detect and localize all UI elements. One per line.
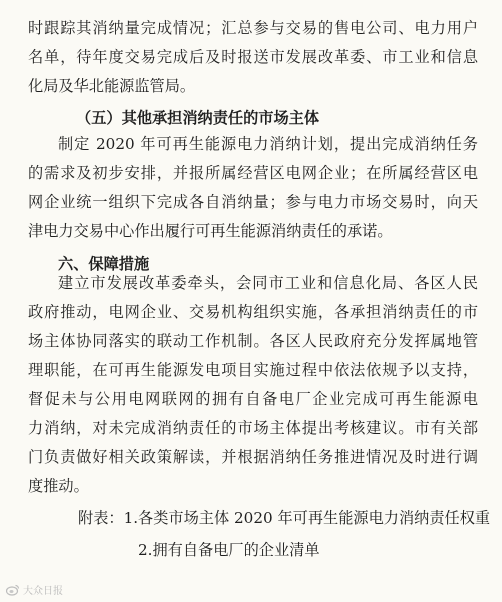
paragraph-line: 网企业统一组织下完成各自消纳量；参与电力市场交易时，向天 (28, 193, 478, 211)
paragraph-line: 督促未与公用电网联网的拥有自备电厂企业完成可再生能源电 (28, 390, 478, 408)
paragraph-line: 门负责做好相关政策解读，并根据消纳任务推进情况及时进行调 (28, 448, 478, 466)
paragraph-line: 建立市发展改革委牵头，会同市工业和信息化局、各区人民 (58, 274, 478, 292)
paragraph-line: 场主体协同落实的联动工作机制。各区人民政府充分发挥属地管 (28, 332, 478, 350)
paragraph-line: 制定 2020 年可再生能源电力消纳计划，提出完成消纳任务 (58, 135, 478, 153)
paragraph-line: 理职能，在可再生能源发电项目实施过程中依法依规予以支持， (28, 361, 478, 379)
weibo-logo-icon (6, 584, 20, 596)
paragraph-line: 化局及华北能源监管局。 (28, 77, 196, 95)
paragraph-line: 的需求及初步安排，并报所属经营区电网企业；在所属经营区电 (28, 164, 478, 182)
paragraph-line: 力消纳，对未完成消纳责任的市场主体提出考核建议。市有关部 (28, 419, 478, 437)
paragraph-line: 津电力交易中心作出履行可再生能源消纳责任的承诺。 (28, 222, 393, 240)
attachment-line: 附表：1.各类市场主体 2020 年可再生能源电力消纳责任权重 (78, 509, 491, 527)
watermark (6, 582, 63, 597)
watermark-text: 大众日报 (23, 586, 63, 597)
attachment-line: 2.拥有自备电厂的企业清单 (138, 541, 320, 559)
paragraph-line: 政府推动，电网企业、交易机构组织实施，各承担消纳责任的市 (28, 303, 478, 321)
section-heading-5: （五）其他承担消纳责任的市场主体 (76, 109, 319, 127)
section-heading-6: 六、保障措施 (58, 255, 150, 273)
paragraph-line: 度推动。 (28, 477, 89, 495)
paragraph-line: 时跟踪其消纳量完成情况；汇总参与交易的售电公司、电力用户 (28, 19, 478, 37)
paragraph-line: 名单，待年度交易完成后及时报送市发展改革委、市工业和信息 (28, 48, 478, 66)
